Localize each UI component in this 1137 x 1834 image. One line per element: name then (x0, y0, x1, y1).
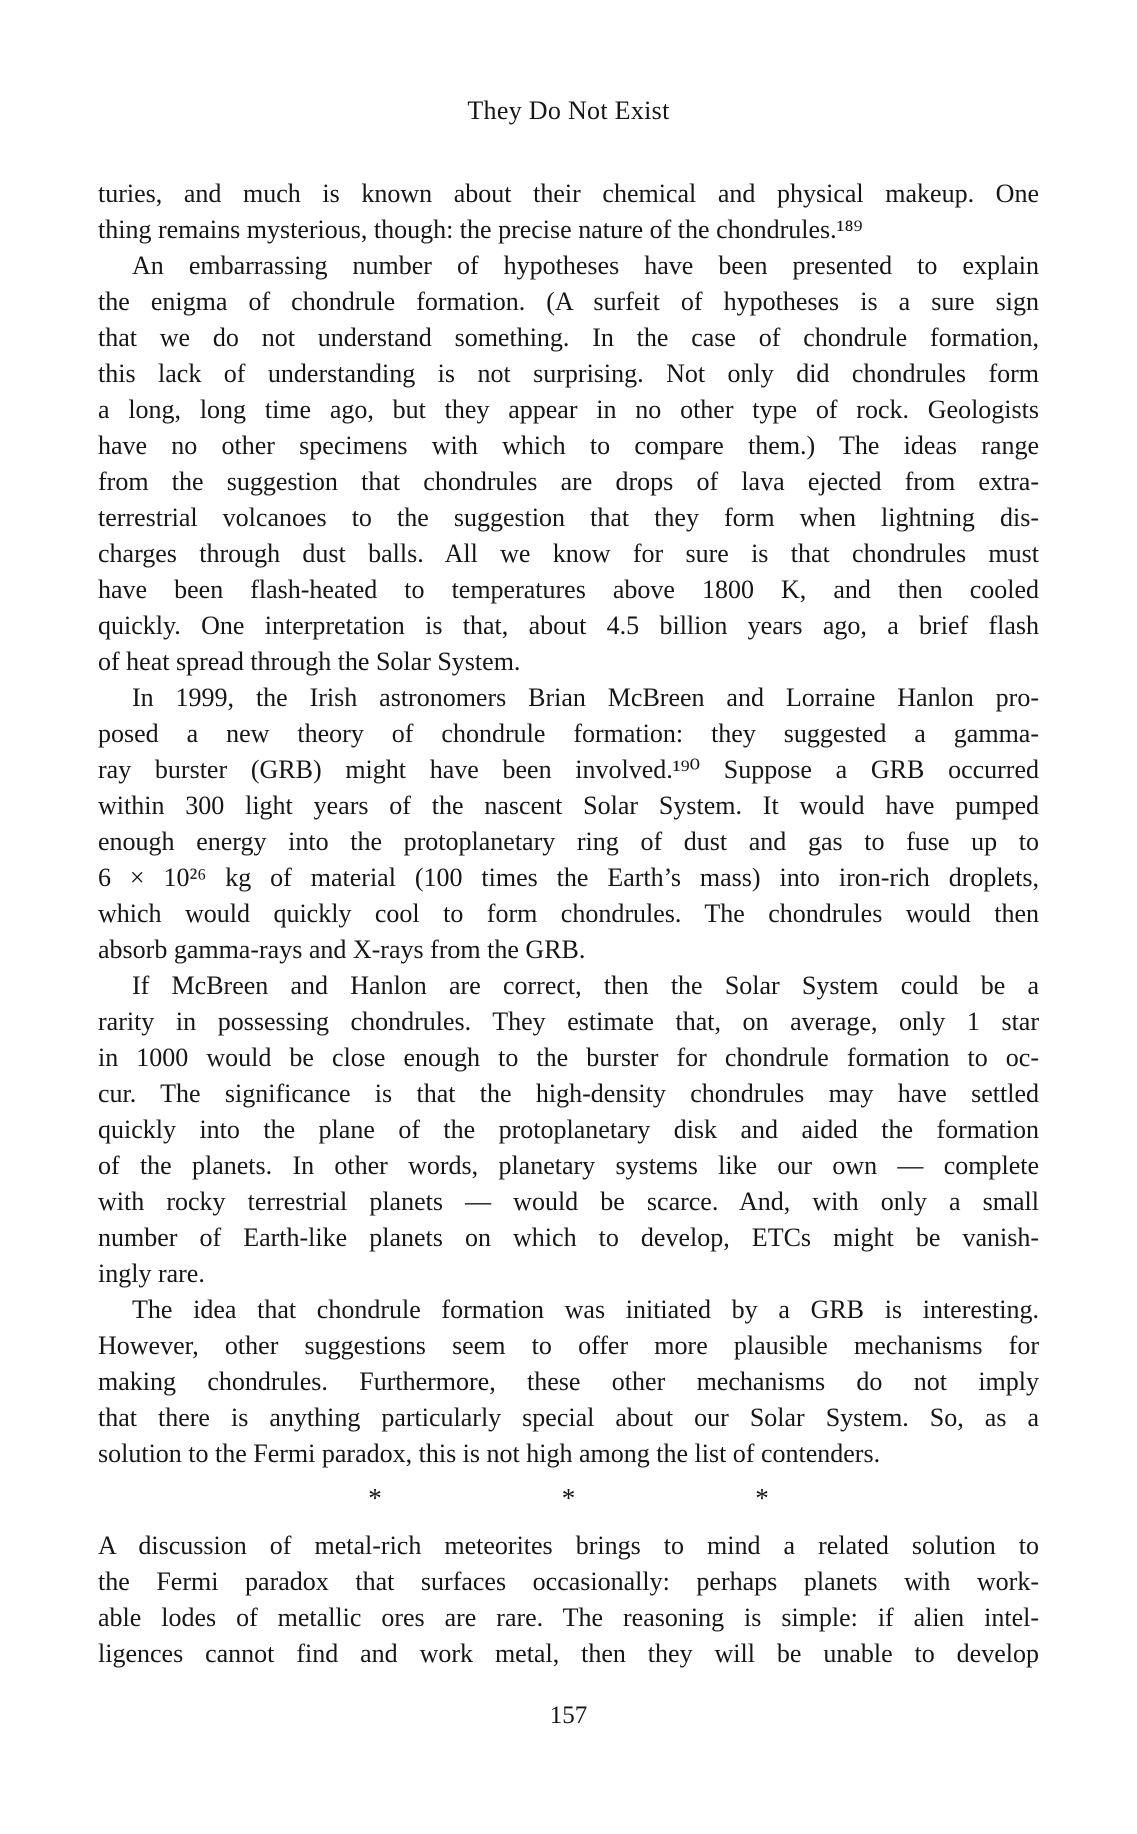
body-text-line: quickly into the plane of the protoplanetary disk and aided the formation (98, 1115, 1039, 1144)
body-text-line: thing remains mysterious, though: the precise nature of the chondrules.¹⁸⁹ (98, 215, 863, 244)
body-text-line: turies, and much is known about their chemical and physical makeup. One (98, 179, 1039, 208)
body-text-line: ligences cannot find and work metal, then they will be unable to develop (98, 1639, 1039, 1668)
paragraph (98, 1292, 1039, 1472)
body-text-line: the Fermi paradox that surfaces occasionally: perhaps planets with work- (98, 1567, 1039, 1596)
asterisk: * (755, 1483, 769, 1513)
paragraph (98, 1528, 1039, 1672)
body-text-line: ingly rare. (98, 1259, 205, 1288)
body-text-line: this lack of understanding is not surprising. Not only did chondrules form (98, 359, 1039, 388)
body-text-line: of heat spread through the Solar System. (98, 647, 521, 676)
page-number: 157 (549, 1702, 588, 1729)
body-text-line: from the suggestion that chondrules are drops of lava ejected from extra- (98, 467, 1039, 496)
page-body (98, 176, 1039, 1672)
paragraph (98, 176, 1039, 248)
body-text-line: A discussion of metal-rich meteorites brings to mind a related solution to (98, 1531, 1039, 1560)
body-text-line: making chondrules. Furthermore, these other mechanisms do not imply (98, 1367, 1039, 1396)
body-text-line: in 1000 would be close enough to the burster for chondrule formation to oc- (98, 1043, 1039, 1072)
section-break (98, 1480, 1039, 1516)
paragraph (98, 968, 1039, 1292)
body-text-line: terrestrial volcanoes to the suggestion that they form when lightning dis- (98, 503, 1039, 532)
body-text-line: The idea that chondrule formation was initiated by a GRB is interesting. (132, 1295, 1039, 1324)
running-head: They Do Not Exist (467, 96, 670, 125)
body-text-line: a long, long time ago, but they appear in no other type of rock. Geologists (98, 395, 1039, 424)
body-text-line: cur. The significance is that the high-density chondrules may have settled (98, 1079, 1039, 1108)
body-text-line: charges through dust balls. All we know for sure is that chondrules must (98, 539, 1039, 568)
paragraph (98, 248, 1039, 680)
body-text-line: the enigma of chondrule formation. (A surfeit of hypotheses is a sure sign (98, 287, 1039, 316)
body-text-line: If McBreen and Hanlon are correct, then the Solar System could be a (132, 971, 1039, 1000)
body-text-line: posed a new theory of chondrule formation: they suggested a gamma- (98, 719, 1039, 748)
asterisk: * (561, 1483, 576, 1513)
body-text-line: An embarrassing number of hypotheses have been presented to explain (132, 251, 1039, 280)
body-text-line: within 300 light years of the nascent Solar System. It would have pumped (98, 791, 1039, 820)
body-text-line: quickly. One interpretation is that, about 4.5 billion years ago, a brief flash (98, 611, 1039, 640)
body-text-line: 6 × 10²⁶ kg of material (100 times the Earth’s mass) into iron-rich droplets, (98, 863, 1039, 892)
body-text-line: However, other suggestions seem to offer more plausible mechanisms for (98, 1331, 1039, 1360)
body-text-line: absorb gamma-rays and X-rays from the GRB. (98, 935, 586, 964)
body-text-line: rarity in possessing chondrules. They estimate that, on average, only 1 star (98, 1007, 1039, 1036)
asterisk: * (368, 1483, 382, 1513)
body-text-line: solution to the Fermi paradox, this is not high among the list of contenders. (98, 1439, 881, 1468)
paragraph (98, 680, 1039, 968)
body-text-line: number of Earth-like planets on which to develop, ETCs might be vanish- (98, 1223, 1039, 1252)
body-text-line: In 1999, the Irish astronomers Brian McBreen and Lorraine Hanlon pro- (132, 683, 1039, 712)
body-text-line: which would quickly cool to form chondrules. The chondrules would then (98, 899, 1039, 928)
body-text-line: ray burster (GRB) might have been involved.¹⁹⁰ Suppose a GRB occurred (98, 755, 1039, 784)
body-text-line: of the planets. In other words, planetary systems like our own — complete (98, 1151, 1039, 1180)
body-text-line: have no other specimens with which to compare them.) The ideas range (98, 431, 1039, 460)
body-text-line: that there is anything particularly special about our Solar System. So, as a (98, 1403, 1039, 1432)
body-text-line: have been flash-heated to temperatures above 1800 K, and then cooled (98, 575, 1039, 604)
body-text-line: enough energy into the protoplanetary ring of dust and gas to fuse up to (98, 827, 1039, 856)
body-text-line: that we do not understand something. In the case of chondrule formation, (98, 323, 1039, 352)
body-text-line: able lodes of metallic ores are rare. The reasoning is simple: if alien intel- (98, 1603, 1039, 1632)
body-text-line: with rocky terrestrial planets — would be scarce. And, with only a small (98, 1187, 1039, 1216)
